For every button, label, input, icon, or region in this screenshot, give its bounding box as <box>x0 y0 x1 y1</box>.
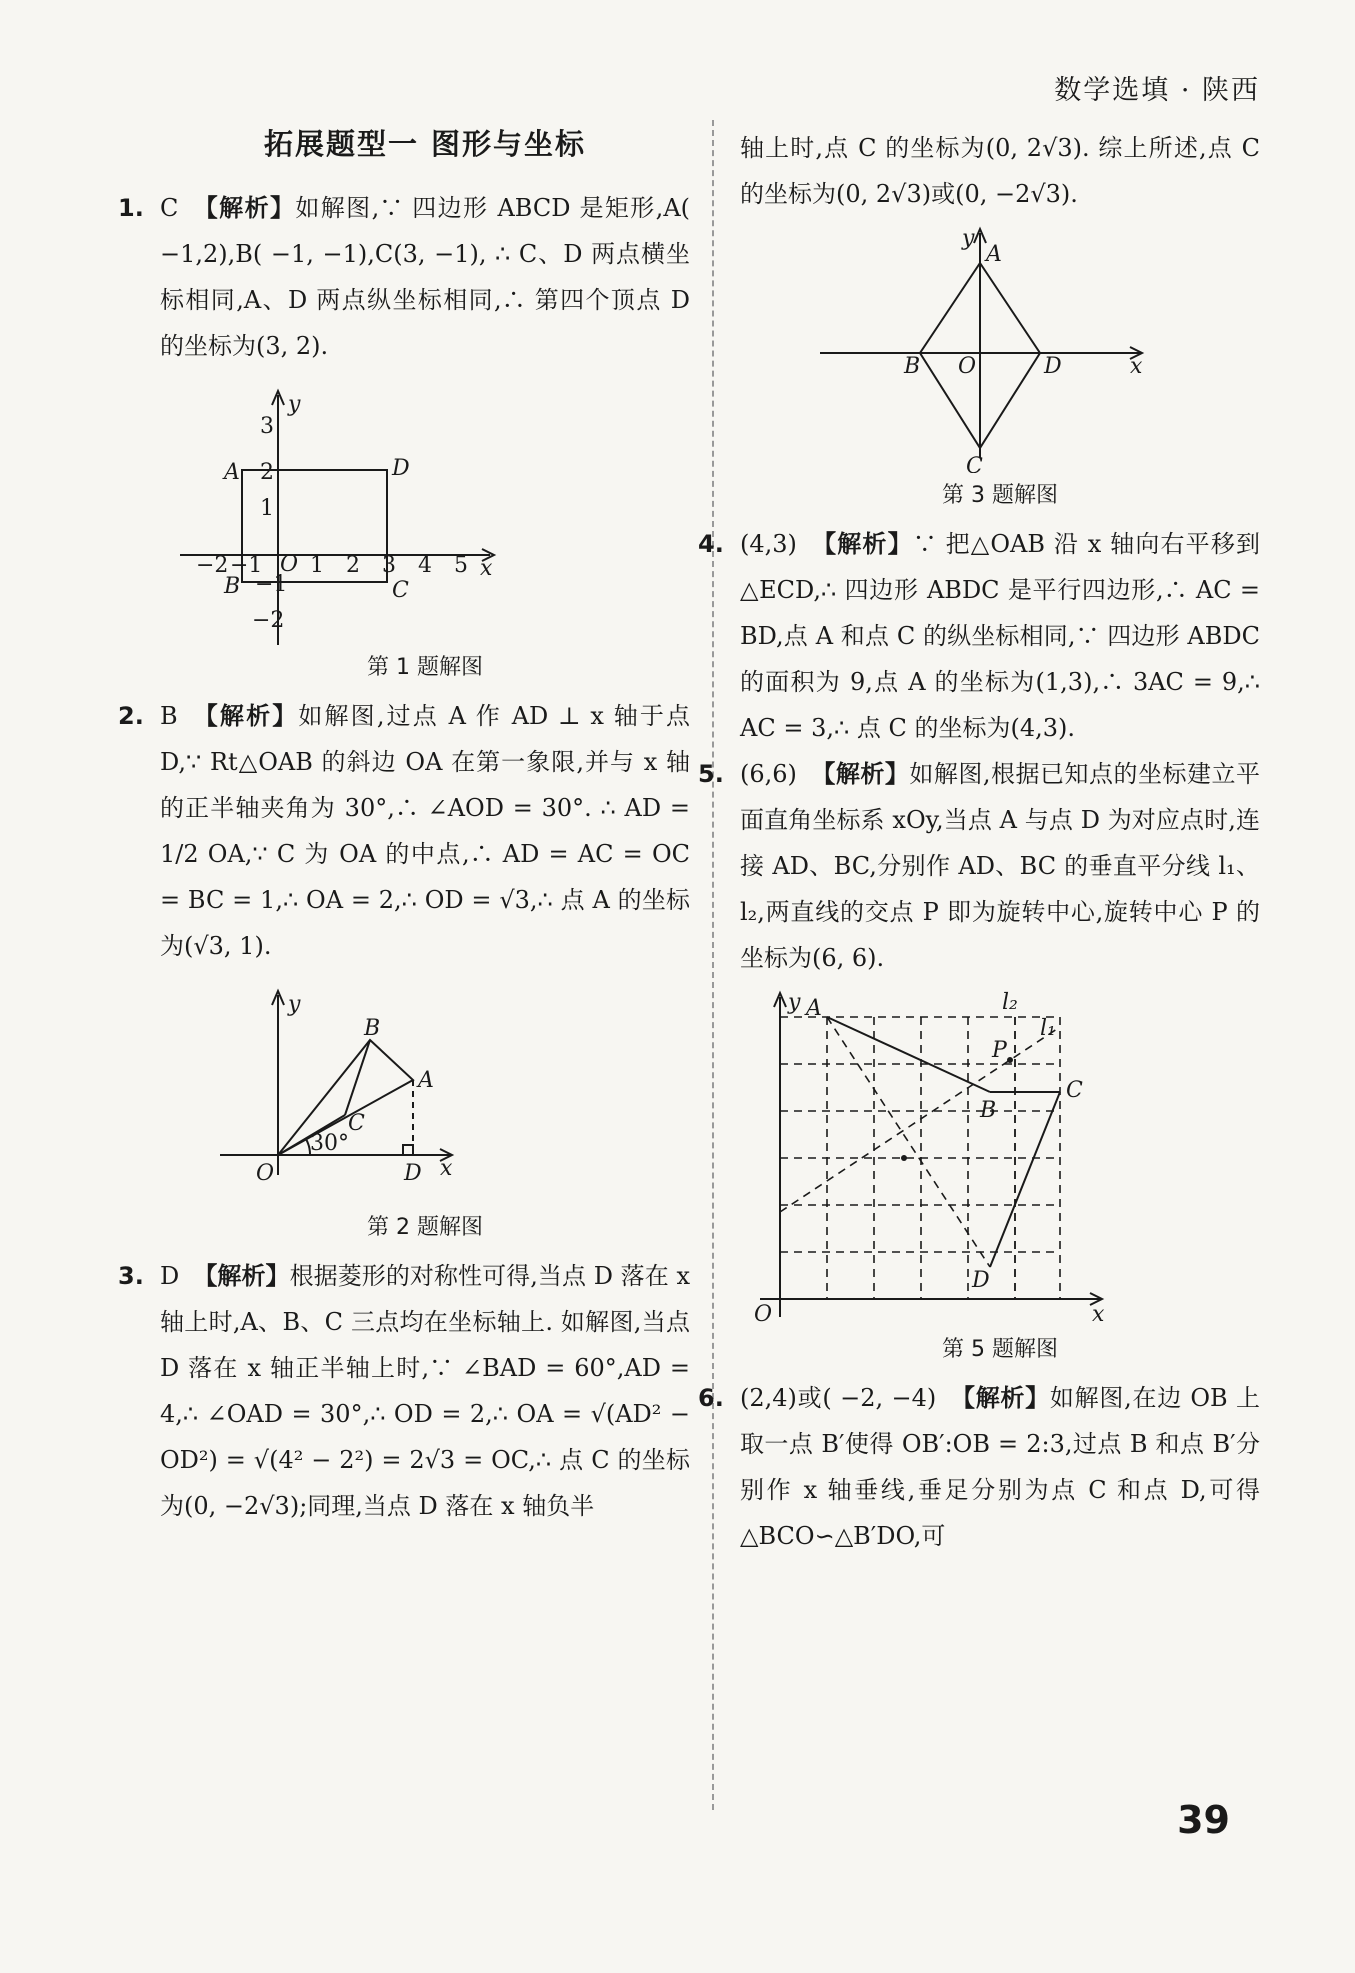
analysis-tag: 【解析】 <box>950 1384 1050 1412</box>
axis-label: x <box>480 556 493 581</box>
origin-label: O <box>280 552 299 577</box>
point-label: D <box>972 1268 990 1293</box>
question-text: 如解图,在边 OB 上取一点 B′使得 OB′:OB = 2:3,过点 B 和点 B′分别作 x 轴垂线,垂足分别为点 C 和点 D,可得△BCO∽△B′DO,可 <box>740 1384 1261 1550</box>
x-tick: 1 <box>310 553 324 578</box>
line-label: l₂ <box>1002 990 1018 1015</box>
origin-label: O <box>256 1161 275 1186</box>
question-answer: (6,6) <box>740 760 797 788</box>
axis-label: y <box>962 226 975 251</box>
question-text: 根据菱形的对称性可得,当点 D 落在 x 轴上时,A、B、C 三点均在坐标轴上. 如解图,当点 D 落在 x 轴正半轴上时,∵ ∠BAD = 60°,AD = 4,∴ ∠OAD = 30°,∴ OD = 2,∴ OA = √(AD² − OD²) = √(4² − 2²) = 2√3 = OC,∴ 点 C 的坐标为(0, −2√3);同理,当点 D 落在 x 轴负半 <box>160 1262 691 1520</box>
section-title: 拓展题型一 图形与坐标 <box>263 127 587 161</box>
y-tick: −1 <box>255 572 288 597</box>
point-label: C <box>1066 1078 1083 1103</box>
figure-caption: 第 5 题解图 <box>942 1337 1058 1362</box>
y-tick: 3 <box>260 414 274 439</box>
axis-label: y <box>288 992 301 1017</box>
origin-label: O <box>958 354 977 379</box>
analysis-tag: 【解析】 <box>193 1262 290 1290</box>
column-divider <box>712 120 714 1810</box>
question-number: 1. <box>118 194 144 222</box>
point-label: C <box>966 454 983 473</box>
point-label: D <box>392 456 410 481</box>
figure-5 <box>740 987 1260 1327</box>
question-text: 如解图,∵ 四边形 ABCD 是矩形,A( −1,2),B( −1, −1),C(3, −1), ∴ C、D 两点横坐标相同,A、D 两点纵坐标相同,∴ 第四个顶点 D 的坐标为(3, 2). <box>160 194 691 360</box>
question-6 <box>698 1375 1261 1559</box>
right-column <box>698 125 1261 1559</box>
origin-label: O <box>754 1302 773 1327</box>
point-label: B <box>904 354 921 379</box>
figure-2-graph <box>160 975 690 1205</box>
point-label: A <box>806 996 822 1021</box>
question-number: 3. <box>118 1262 144 1290</box>
axis-label: y <box>288 392 301 417</box>
question-1 <box>118 185 691 369</box>
y-tick: 1 <box>260 496 274 521</box>
analysis-tag: 【解析】 <box>192 194 296 222</box>
question-3-continued: 轴上时,点 C 的坐标为(0, 2√3). 综上所述,点 C 的坐标为(0, 2√3)或(0, −2√3). <box>740 134 1260 208</box>
question-text: 如解图,根据已知点的坐标建立平面直角坐标系 xOy,当点 A 与点 D 为对应点时,连接 AD、BC,分别作 AD、BC 的垂直平分线 l₁、l₂,两直线的交点 P 即为旋转中心,旋转中心 P 的坐标为(6, 6). <box>740 760 1260 972</box>
figure-caption: 第 3 题解图 <box>942 483 1058 508</box>
x-tick: 2 <box>346 553 360 578</box>
question-answer: (4,3) <box>740 530 797 558</box>
y-tick: 2 <box>260 460 274 485</box>
question-answer: D <box>160 1262 180 1290</box>
figure-2 <box>160 975 690 1205</box>
question-answer: B <box>160 702 178 730</box>
point-label: D <box>404 1161 422 1186</box>
axis-label: x <box>1092 1302 1105 1327</box>
point-label: C <box>348 1111 365 1136</box>
axis-label: x <box>440 1156 453 1181</box>
figure-3-graph <box>740 223 1260 473</box>
question-number: 6. <box>698 1384 724 1412</box>
x-tick: −2 <box>196 553 229 578</box>
x-tick: 4 <box>418 553 432 578</box>
axis-label: y <box>788 990 801 1015</box>
page-number: 39 <box>1177 1798 1230 1842</box>
figure-1-graph <box>160 375 690 645</box>
figure-caption: 第 1 题解图 <box>367 655 483 680</box>
question-answer: C <box>160 194 179 222</box>
question-3 <box>118 1253 691 1529</box>
figure-1 <box>160 375 690 645</box>
point-label: C <box>392 578 409 603</box>
figure-5-graph <box>740 987 1260 1327</box>
line-label: l₁ <box>1040 1016 1056 1041</box>
question-number: 4. <box>698 530 724 558</box>
x-tick: −1 <box>230 553 263 578</box>
analysis-tag: 【解析】 <box>191 702 299 730</box>
question-answer: (2,4)或( −2, −4) <box>740 1384 937 1412</box>
question-number: 2. <box>118 702 144 730</box>
angle-label: 30° <box>310 1131 349 1156</box>
question-4 <box>698 521 1261 751</box>
analysis-tag: 【解析】 <box>810 530 913 558</box>
y-tick: −2 <box>252 608 285 633</box>
question-2 <box>118 693 690 969</box>
point-label: B <box>364 1016 381 1041</box>
left-column <box>118 120 691 1529</box>
point-label: B <box>224 574 241 599</box>
figure-caption: 第 2 题解图 <box>367 1215 483 1240</box>
point-label: A <box>224 460 240 485</box>
question-text: ∵ 把△OAB 沿 x 轴向右平移到△ECD,∴ 四边形 ABDC 是平行四边形,∴ AC = BD,点 A 和点 C 的纵坐标相同,∵ 四边形 ABDC 的面积为 9,点 A 的坐标为(1,3),∴ 3AC = 9,∴ AC = 3,∴ 点 C 的坐标为(4,3). <box>740 530 1261 742</box>
point-label: D <box>1044 354 1062 379</box>
question-number: 5. <box>698 760 724 788</box>
x-tick: 3 <box>382 553 396 578</box>
analysis-tag: 【解析】 <box>810 760 910 788</box>
point-label: A <box>418 1068 434 1093</box>
question-5 <box>698 751 1260 981</box>
point-label: A <box>986 242 1002 267</box>
header-subject-tag: 数学选填 · 陕西 <box>1054 75 1260 106</box>
figure-3 <box>740 223 1260 473</box>
axis-label: x <box>1130 354 1143 379</box>
point-label: B <box>980 1098 997 1123</box>
question-text: 如解图,过点 A 作 AD ⊥ x 轴于点 D,∵ Rt△OAB 的斜边 OA 在第一象限,并与 x 轴的正半轴夹角为 30°,∴ ∠AOD = 30°. ∴ AD = 1/2 OA,∵ C 为 OA 的中点,∴ AD = AC = OC = BC = 1,∴ OA = 2,∴ OD = √3,∴ 点 A 的坐标为(√3, 1). <box>160 702 690 960</box>
x-tick: 5 <box>454 553 468 578</box>
point-label: P <box>992 1038 1007 1063</box>
